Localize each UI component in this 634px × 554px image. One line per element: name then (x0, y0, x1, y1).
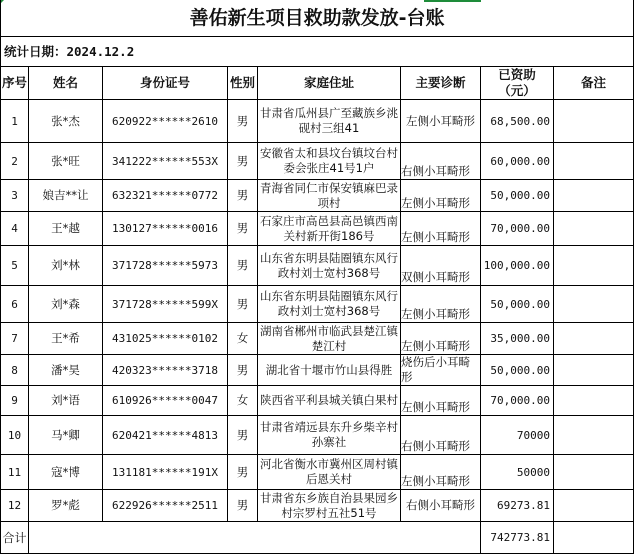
note[interactable] (554, 212, 634, 246)
note[interactable] (554, 100, 634, 143)
patient-name[interactable]: 潘*昊 (29, 355, 103, 386)
header-id: 身份证号 (103, 67, 228, 100)
row-number[interactable]: 6 (1, 286, 29, 323)
note[interactable] (554, 355, 634, 386)
diagnosis[interactable]: 左侧小耳畸形 (401, 386, 481, 416)
header-diagnosis: 主要诊断 (401, 67, 481, 100)
header-address: 家庭住址 (258, 67, 401, 100)
row-number[interactable]: 2 (1, 143, 29, 180)
total-amount[interactable]: 742773.81 (481, 522, 554, 554)
amount-funded[interactable]: 60,000.00 (481, 143, 554, 180)
note[interactable] (554, 286, 634, 323)
sex[interactable]: 男 (228, 286, 258, 323)
patient-name[interactable]: 刘*语 (29, 386, 103, 416)
note[interactable] (554, 490, 634, 522)
home-address[interactable]: 甘肃省东乡族自治县果园乡村宗罗村五社51号 (258, 490, 401, 522)
header-sex: 性别 (228, 67, 258, 100)
header-name: 姓名 (29, 67, 103, 100)
amount-funded[interactable]: 69273.81 (481, 490, 554, 522)
home-address[interactable]: 河北省衡水市冀州区周村镇后恩关村 (258, 455, 401, 490)
home-address[interactable]: 陕西省平利县城关镇白果村 (258, 386, 401, 416)
amount-funded[interactable]: 70,000.00 (481, 212, 554, 246)
home-address[interactable]: 山东省东明县陆圈镇东风行政村刘士宽村368号 (258, 286, 401, 323)
amount-funded[interactable]: 70000 (481, 416, 554, 455)
amount-funded[interactable]: 50,000.00 (481, 180, 554, 212)
diagnosis[interactable]: 右侧小耳畸形 (401, 490, 481, 522)
sex[interactable]: 男 (228, 100, 258, 143)
sex[interactable]: 男 (228, 212, 258, 246)
diagnosis[interactable]: 双侧小耳畸形 (401, 246, 481, 286)
sheet-title: 善佑新生项目救助款发放-台账 (1, 0, 634, 37)
sex[interactable]: 男 (228, 416, 258, 455)
home-address[interactable]: 甘肃省瓜州县广至藏族乡洮砚村三组41 (258, 100, 401, 143)
note[interactable] (554, 416, 634, 455)
home-address[interactable]: 湖北省十堰市竹山县得胜 (258, 355, 401, 386)
table-row (1, 100, 634, 143)
home-address[interactable]: 湖南省郴州市临武县楚江镇楚江村 (258, 323, 401, 355)
diagnosis[interactable]: 左侧小耳畸形 (401, 455, 481, 490)
diagnosis[interactable]: 左侧小耳畸形 (401, 323, 481, 355)
total-blank[interactable] (29, 522, 481, 554)
patient-name[interactable]: 王*希 (29, 323, 103, 355)
note[interactable] (554, 455, 634, 490)
patient-name[interactable]: 寇*博 (29, 455, 103, 490)
id-number[interactable]: 620421******4813 (103, 416, 228, 455)
amount-funded[interactable]: 35,000.00 (481, 323, 554, 355)
row-number[interactable]: 9 (1, 386, 29, 416)
table-row (1, 416, 634, 455)
note[interactable] (554, 180, 634, 212)
row-number[interactable]: 7 (1, 323, 29, 355)
note[interactable] (554, 386, 634, 416)
home-address[interactable]: 石家庄市高邑县高邑镇西南关村新开街186号 (258, 212, 401, 246)
total-row (1, 522, 634, 554)
diagnosis[interactable]: 左侧小耳畸形 (401, 286, 481, 323)
row-number[interactable]: 10 (1, 416, 29, 455)
sex[interactable]: 女 (228, 323, 258, 355)
sex[interactable]: 男 (228, 355, 258, 386)
table-row (1, 143, 634, 180)
row-number[interactable]: 5 (1, 246, 29, 286)
home-address[interactable]: 青海省同仁市保安镇麻巴录项村 (258, 180, 401, 212)
table-row (1, 355, 634, 386)
patient-name[interactable]: 马*卿 (29, 416, 103, 455)
id-number[interactable]: 371728******599X (103, 286, 228, 323)
header-amount: 已资助（元） (481, 67, 554, 100)
patient-name[interactable]: 娘吉**让 (29, 180, 103, 212)
diagnosis[interactable]: 右侧小耳畸形 (401, 416, 481, 455)
statistics-date: 统计日期：2024.12.2 (1, 37, 634, 67)
home-address[interactable]: 安徽省太和县坟台镇坟台村委会张庄41号1户 (258, 143, 401, 180)
id-number[interactable]: 632321******0772 (103, 180, 228, 212)
row-number[interactable]: 1 (1, 100, 29, 143)
patient-name[interactable]: 罗*彪 (29, 490, 103, 522)
sex[interactable]: 男 (228, 455, 258, 490)
patient-name[interactable]: 张*杰 (29, 100, 103, 143)
id-number[interactable]: 620922******2610 (103, 100, 228, 143)
home-address[interactable]: 甘肃省靖远县东升乡柴辛村孙寨社 (258, 416, 401, 455)
id-number[interactable]: 420323******3718 (103, 355, 228, 386)
sex[interactable]: 男 (228, 490, 258, 522)
table-row (1, 386, 634, 416)
sex[interactable]: 男 (228, 246, 258, 286)
patient-name[interactable]: 刘*林 (29, 246, 103, 286)
diagnosis[interactable]: 左侧小耳畸形 (401, 180, 481, 212)
header-row (1, 67, 634, 100)
id-number[interactable]: 371728******5973 (103, 246, 228, 286)
sex[interactable]: 男 (228, 180, 258, 212)
table-row (1, 246, 634, 286)
id-number[interactable]: 431025******0102 (103, 323, 228, 355)
amount-funded[interactable]: 70,000.00 (481, 386, 554, 416)
patient-name[interactable]: 张*旺 (29, 143, 103, 180)
table-row (1, 323, 634, 355)
row-number[interactable]: 12 (1, 490, 29, 522)
id-number[interactable]: 622926******2511 (103, 490, 228, 522)
note[interactable] (554, 143, 634, 180)
header-no: 序号 (1, 67, 29, 100)
amount-funded[interactable]: 50,000.00 (481, 286, 554, 323)
diagnosis[interactable]: 左侧小耳畸形 (401, 100, 481, 143)
patient-name[interactable]: 王*越 (29, 212, 103, 246)
table-row (1, 490, 634, 522)
total-label[interactable]: 合计 (1, 522, 29, 554)
header-note: 备注 (554, 67, 634, 100)
note[interactable] (554, 246, 634, 286)
id-number[interactable]: 130127******0016 (103, 212, 228, 246)
id-number[interactable]: 341222******553X (103, 143, 228, 180)
patient-name[interactable]: 刘*森 (29, 286, 103, 323)
row-number[interactable]: 3 (1, 180, 29, 212)
note[interactable] (554, 323, 634, 355)
diagnosis[interactable]: 右侧小耳畸形 (401, 143, 481, 180)
home-address[interactable]: 山东省东明县陆圈镇东风行政村刘士宽村368号 (258, 246, 401, 286)
row-number[interactable]: 11 (1, 455, 29, 490)
id-number[interactable]: 131181******191X (103, 455, 228, 490)
row-number[interactable]: 4 (1, 212, 29, 246)
diagnosis[interactable]: 烧伤后小耳畸形 (401, 355, 481, 386)
amount-funded[interactable]: 100,000.00 (481, 246, 554, 286)
diagnosis[interactable]: 左侧小耳畸形 (401, 212, 481, 246)
total-note[interactable] (554, 522, 634, 554)
id-number[interactable]: 610926******0047 (103, 386, 228, 416)
table-row (1, 286, 634, 323)
row-number[interactable]: 8 (1, 355, 29, 386)
amount-funded[interactable]: 68,500.00 (481, 100, 554, 143)
amount-funded[interactable]: 50,000.00 (481, 355, 554, 386)
sex[interactable]: 女 (228, 386, 258, 416)
table-row (1, 180, 634, 212)
table-row (1, 455, 634, 490)
amount-funded[interactable]: 50000 (481, 455, 554, 490)
table-row (1, 212, 634, 246)
sex[interactable]: 男 (228, 143, 258, 180)
